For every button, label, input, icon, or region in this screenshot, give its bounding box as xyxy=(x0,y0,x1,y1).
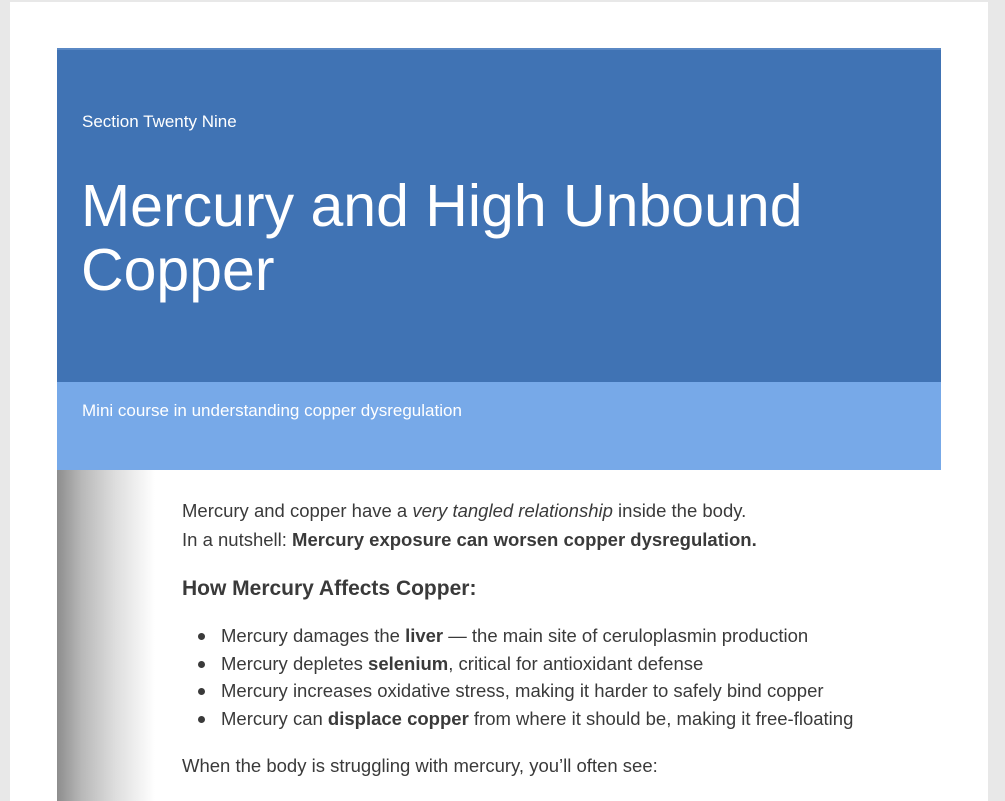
list-item xyxy=(182,677,922,705)
side-shade-decoration xyxy=(57,470,155,801)
list-item-bold: displace copper xyxy=(327,707,469,729)
list-item-text: Mercury can xyxy=(221,707,328,729)
header-banner xyxy=(57,48,941,382)
bullet-icon xyxy=(198,716,205,723)
section-label: Section Twenty Nine xyxy=(82,112,237,131)
intro-text: In a nutshell: xyxy=(182,529,293,550)
bullet-list xyxy=(182,622,922,732)
closing-line: When the body is struggling with mercury, you’ll often see: xyxy=(182,755,658,777)
list-item-text: — the main site of ceruloplasmin production xyxy=(443,625,809,646)
list-item-bold: liver xyxy=(405,625,444,646)
intro-line-1 xyxy=(182,496,922,525)
list-item-text: Mercury depletes xyxy=(221,652,369,674)
list-item-text: from where it should be, making it free-floating xyxy=(468,707,854,729)
list-item-text: Mercury damages the xyxy=(221,625,406,646)
list-item xyxy=(182,622,922,650)
subtitle: Mini course in understanding copper dysregulation xyxy=(82,401,462,420)
intro-bold: Mercury exposure can worsen copper dysregulation. xyxy=(292,529,757,550)
subtitle-banner xyxy=(57,382,941,470)
list-item-text: , critical for antioxidant defense xyxy=(448,652,704,674)
bullet-icon xyxy=(198,661,205,668)
section-heading: How Mercury Affects Copper: xyxy=(182,577,477,600)
list-item xyxy=(182,705,922,733)
list-item xyxy=(182,650,922,678)
bullet-icon xyxy=(198,688,205,695)
content-body xyxy=(182,496,922,780)
intro-line-2 xyxy=(182,525,922,554)
intro-text: Mercury and copper have a xyxy=(182,500,413,521)
list-item-bold: selenium xyxy=(368,652,449,674)
document-page xyxy=(10,2,988,801)
page-title: Mercury and High Unbound Copper xyxy=(81,173,803,303)
list-item-text: Mercury increases oxidative stress, making it harder to safely bind copper xyxy=(221,680,824,702)
intro-text: inside the body. xyxy=(612,500,747,521)
intro-emphasis: very tangled relationship xyxy=(412,500,613,521)
bullet-icon xyxy=(198,633,205,640)
